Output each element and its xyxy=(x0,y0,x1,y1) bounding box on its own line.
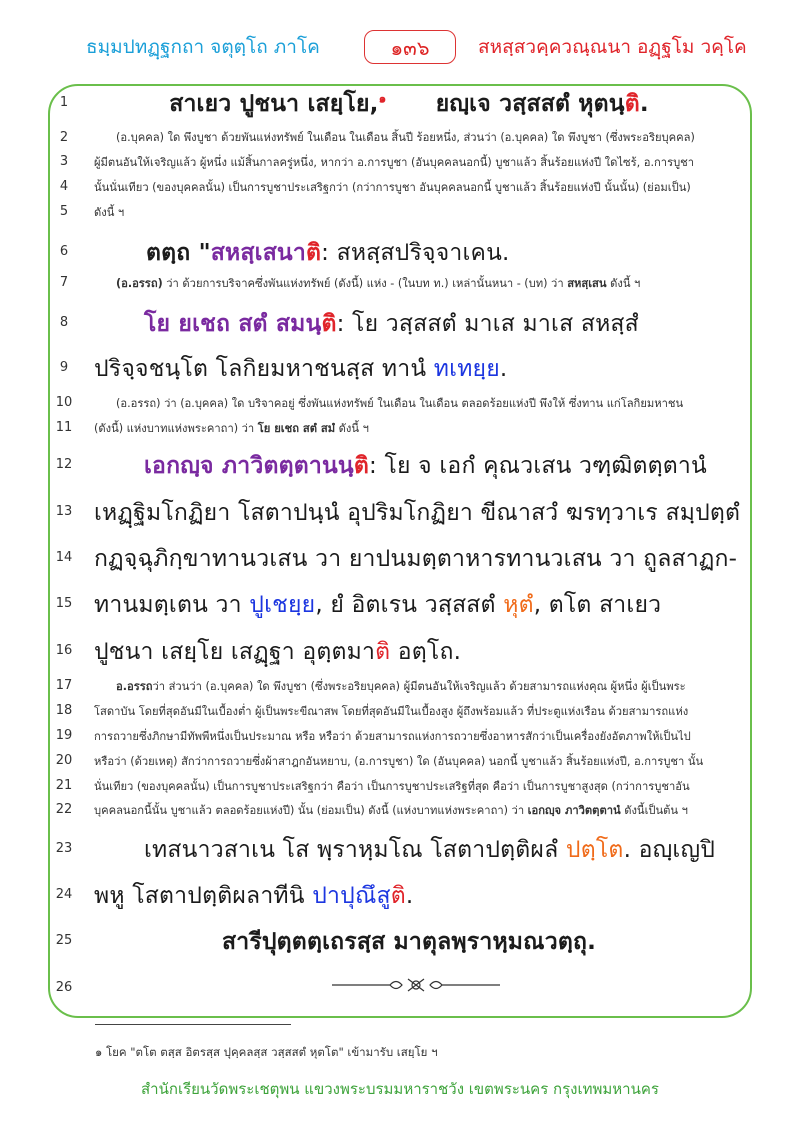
pali-line-8 xyxy=(94,306,724,342)
pali-text: , ตโต สาเยว xyxy=(533,592,662,618)
pali-line-15 xyxy=(94,587,724,623)
line-number: 18 xyxy=(55,703,73,718)
pali-text: ทานมตฺเตน วา xyxy=(94,592,250,618)
pali-text: . อญฺเญปิ xyxy=(623,837,716,863)
story-title: สารีปุตฺตตฺเถรสฺส มาตุลพฺราหฺมณวตฺถุ. xyxy=(221,929,597,955)
pali-keyword: เอกญฺจ ภาวิตตฺตานนฺ xyxy=(144,453,354,479)
line-number: 8 xyxy=(59,315,69,330)
translation-label: (อ.อรรถ) xyxy=(116,277,163,290)
pali-line-12 xyxy=(94,448,774,484)
line-number: 24 xyxy=(55,887,73,902)
pali-line-16 xyxy=(94,634,724,670)
chapter-title: สหสฺสวคฺควณฺณนา อฏฺฐโม วคฺโค xyxy=(478,36,747,58)
pali-line-23 xyxy=(94,832,774,868)
line-number: 4 xyxy=(59,179,69,194)
line-number: 15 xyxy=(55,596,73,611)
translation-text: (ดังนี้) แห่งบาทแห่งพระคาถา) ว่า xyxy=(94,422,258,435)
translation-text: ว่า ด้วยการบริจาคซึ่งพันแห่งทรัพย์ (ดังนี้) แห่ง - (ในบท ท.) เหล่านั้นหนา - (บท) ว่า xyxy=(162,277,568,290)
translation-line: (อ.อรรถ) ว่า (อ.บุคคล) ใด บริจาคอยู่ ซึ่งพันแห่งทรัพย์ ในเดือน ในเดือน ตลอดร้อยแห่งปี พึงให้ ซึ่งทาน แก่โลกิยมหาชน xyxy=(116,397,684,410)
translation-line: การถวายซึ่งภิกษามีทัพพีหนึ่งเป็นประมาณ หรือ หรือว่า ด้วยสามารถแห่งการถวายซึ่งอาหารสักว่าเป็นเครื่องยังอัตภาพให้เป็นไป xyxy=(94,730,691,743)
pali-text: ตตฺถ " xyxy=(146,240,211,266)
line-number: 23 xyxy=(55,841,73,856)
pali-verb: ปาปุณึสู xyxy=(312,883,391,909)
translation-keyword: โย ยเชถ สตํ สมํ xyxy=(257,422,336,435)
pali-keyword: โย ยเชถ สตํ สมนฺ xyxy=(144,311,322,337)
pali-text: : โย จ เอกํ คุณวเสน วฑฺฒิตตฺตานํ xyxy=(368,453,707,479)
line-number: 6 xyxy=(59,244,69,259)
line-number: 3 xyxy=(59,154,69,169)
line-number: 13 xyxy=(55,504,73,519)
pali-keyword: สหสฺเสนา xyxy=(210,240,306,266)
verse-text: สาเยว ปูชนา เสยฺโย, xyxy=(169,91,379,117)
verse-line-1 xyxy=(94,86,724,122)
translation-line: (อ.บุคคล) ใด พึงบูชา ด้วยพันแห่งทรัพย์ ในเดือน ในเดือน สิ้นปี ร้อยหนึ่ง, ส่วนว่า (อ.บุคคล) ใด พึงบูชา (ซึ่งพระอริยบุคคล) xyxy=(116,131,695,144)
translation-line xyxy=(94,677,746,695)
pali-line-13: เหฏฺฐิมโกฏิยา โสตาปนฺนํ อุปริมโกฏิยา ขีณาสวํ ฆรทฺวาเร สมฺปตฺตํ xyxy=(94,500,741,526)
verse-text: ยญฺเจ วสฺสสตํ หุตนฺ xyxy=(435,91,625,117)
verse-text: . xyxy=(639,91,649,117)
line-number: 17 xyxy=(55,678,73,693)
line-number: 10 xyxy=(55,395,73,410)
footnote-marker: ๑ xyxy=(378,91,387,106)
pali-highlight: ติ xyxy=(321,311,337,337)
ornamental-divider-icon xyxy=(330,974,502,996)
pali-highlight: ติ xyxy=(375,639,391,665)
line-number: 12 xyxy=(55,457,73,472)
pali-participle: ปตฺโต xyxy=(565,837,624,863)
pali-text: อตฺโถ. xyxy=(390,639,462,665)
line-number: 19 xyxy=(55,728,73,743)
pali-text: ปริจฺจชนฺโต โลกิยมหาชนสฺส ทานํ xyxy=(94,356,434,382)
pali-text: : สหสฺสปริจฺจาเคน. xyxy=(321,240,510,266)
translation-text: ดังนี้ ฯ xyxy=(606,277,641,290)
pali-highlight: ติ xyxy=(305,240,322,266)
translation-label: อ.อรรถ xyxy=(116,680,153,693)
translation-line xyxy=(94,801,724,819)
translation-line: หรือว่า (ด้วยเหตุ) สักว่าการถวายซึ่งผ้าสาฎกอันหยาบ, (อ.การบูชา) ใด (อันบุคคล) นอกนี้ บูชาแล้ว สิ้นร้อยแห่งปี, อ.การบูชา นั้น xyxy=(94,755,704,768)
translation-keyword: เอกญฺจ ภาวิตตฺตานํ xyxy=(527,804,621,817)
publisher-footer: สำนักเรียนวัดพระเชตุพน แขวงพระบรมมหาราชวัง เขตพระนคร กรุงเทพมหานคร xyxy=(141,1080,659,1098)
translation-text: ว่า ส่วนว่า (อ.บุคคล) ใด พึงบูชา (ซึ่งพระอริยบุคคล) ผู้มีตนอันให้เจริญแล้ว ด้วยสามารถแห่งคุณ ผู้หนึ่ง ผู้เป็นพระ xyxy=(152,680,686,693)
translation-line: ดังนี้ ฯ xyxy=(94,206,125,219)
pali-line-9 xyxy=(94,351,724,387)
translation-text: บุคคลนอกนี้นั้น บูชาแล้ว ตลอดร้อยแห่งปี) นั้น (ย่อมเป็น) ดังนี้ (แห่งบาทแห่งพระคาถา) ว่า xyxy=(94,804,528,817)
line-number: 2 xyxy=(59,130,69,145)
pali-highlight: ติ xyxy=(353,453,369,479)
footnote: ๑ โยค "ตโต ตสฺส อิตรสฺส ปุคฺคลสฺส วสฺสสตํ หุตโต" เข้ามารับ เสยฺโย ฯ xyxy=(95,1045,438,1059)
pali-verb: ปูเชยฺย xyxy=(249,592,316,618)
pali-line-6 xyxy=(94,235,776,271)
line-number: 9 xyxy=(59,360,69,375)
pali-text: ปูชนา เสยฺโย เสฏฺฐา อุตฺตมา xyxy=(94,639,376,665)
translation-text: ดังนี้เป็นต้น ฯ xyxy=(620,804,688,817)
line-number: 26 xyxy=(55,980,73,995)
translation-text: ดังนี้ ฯ xyxy=(335,422,369,435)
pali-text: เทสนาวสาเน โส พฺราหฺมโณ โสตาปตฺติผลํ xyxy=(144,837,566,863)
pali-line-14: กฏจฺฉุภิกฺขาทานวเสน วา ยาปนมตฺตาหารทานวเสน วา ถูลสาฏก- xyxy=(94,546,738,572)
line-number: 11 xyxy=(55,420,73,435)
book-title: ธมฺมปทฏฺฐกถา จตุตฺโถ ภาโค xyxy=(86,36,320,58)
pali-participle: หุตํ xyxy=(503,592,534,618)
pali-text: . xyxy=(405,883,414,909)
page-number: ๑๓๖ xyxy=(364,30,456,64)
pali-text: พหู โสตาปตฺติผลาทีนิ xyxy=(94,883,313,909)
pali-highlight: ติ xyxy=(390,883,406,909)
footnote-rule xyxy=(95,1024,291,1025)
pali-line-24 xyxy=(94,878,724,914)
verse-text-highlight: ติ xyxy=(624,91,640,117)
line-number: 14 xyxy=(55,550,73,565)
translation-line: โสดาบัน โดยที่สุดอันมีในเบื้องต่ำ ผู้เป็นพระขีณาสพ โดยที่สุดอันมีในเบื้องสูง ผู้ถึงพร้อมแล้ว ที่ประตูแห่งเรือน ด้วยสามารถแห่ง xyxy=(94,705,689,718)
pali-text: , ยํ อิตเรน วสฺสสตํ xyxy=(315,592,504,618)
line-number: 25 xyxy=(55,933,73,948)
line-number: 5 xyxy=(59,204,69,219)
pali-text: : โย วสฺสสตํ มาเส มาเส สหสฺสํ xyxy=(336,311,639,337)
line-number: 7 xyxy=(59,275,69,290)
line-number: 16 xyxy=(55,643,73,658)
translation-line xyxy=(94,274,746,292)
translation-line xyxy=(94,419,724,437)
pali-verb: ทเทยฺย xyxy=(433,356,500,382)
pali-text: . xyxy=(499,356,508,382)
line-number: 20 xyxy=(55,753,73,768)
line-number: 1 xyxy=(59,95,69,110)
translation-line: นั้นนั่นเทียว (ของบุคคลนั้น) เป็นการบูชาประเสริฐกว่า (กว่าการบูชา อันบุคคลนอกนี้ บูชาแล้ว สิ้นร้อยแห่งปี นั้นนั้น) (ย่อมเป็น) xyxy=(94,181,691,194)
line-number: 21 xyxy=(55,778,73,793)
translation-line: ผู้มีตนอันให้เจริญแล้ว ผู้หนึ่ง แม้สิ้นกาลครู่หนึ่ง, หากว่า อ.การบูชา (อันบุคคลนอกนี้) บูชาแล้ว สิ้นร้อยแห่งปี ใดไซร้, อ.การบูชา xyxy=(94,156,695,169)
translation-line: นั่นเทียว (ของบุคคลนั้น) เป็นการบูชาประเสริฐกว่า คือว่า เป็นการบูชาประเสริฐที่สุด คือว่า เป็นการบูชาสูงสุด (กว่าการบูชาอัน xyxy=(94,780,690,793)
line-number: 22 xyxy=(55,802,73,817)
translation-keyword: สหสฺเสน xyxy=(567,277,607,290)
